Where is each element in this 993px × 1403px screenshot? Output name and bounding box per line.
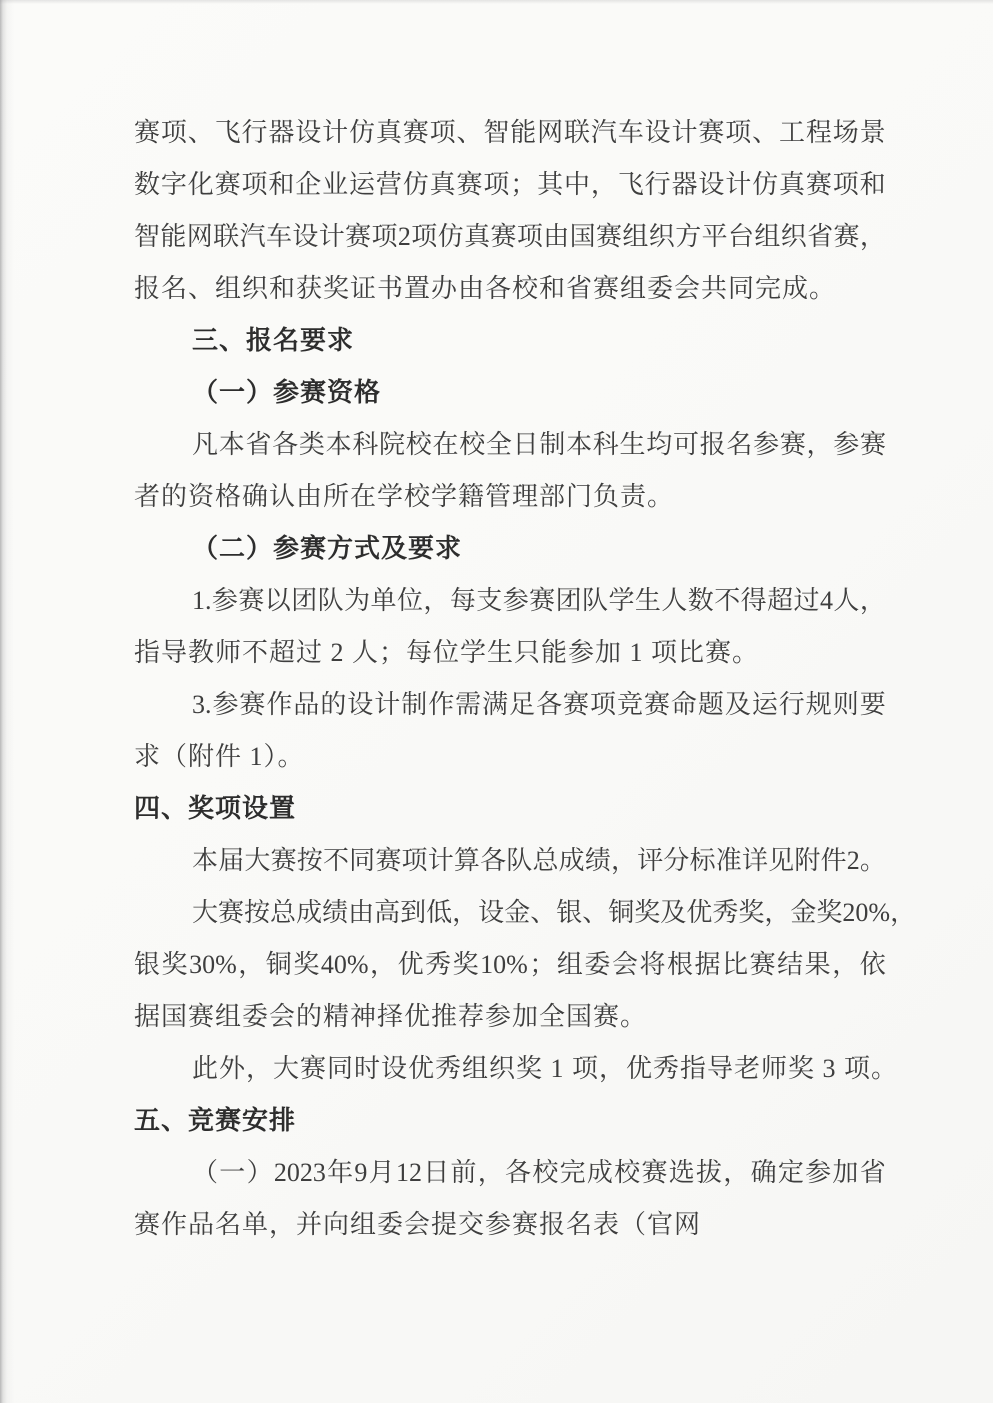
text-token: 赛: [402, 118, 429, 147]
text-token: 位: [396, 586, 423, 615]
heading-line: （一）参赛资格: [192, 378, 382, 407]
text-token: 果: [804, 950, 831, 979]
text-line: [134, 679, 886, 731]
text-token: 银: [556, 898, 583, 927]
text-token: 按: [244, 898, 271, 927]
text-token: 科: [352, 430, 379, 459]
text-line: 报名、组织和获奖证书置办由各校和省赛组委会共同完成。: [134, 274, 837, 303]
text-token: 真: [464, 222, 491, 251]
text-token: 标: [689, 846, 716, 875]
text-token: 需: [455, 690, 482, 719]
text-token: 方: [675, 222, 702, 251]
text-token: 绩: [584, 846, 611, 875]
text-token: 赛: [643, 690, 670, 719]
text-token: 准: [715, 846, 742, 875]
text-token: 及: [660, 898, 687, 927]
text-token: （: [192, 1158, 219, 1187]
text-token: 行: [778, 690, 805, 719]
text-token: 奖: [816, 898, 843, 927]
text-token: 赛: [805, 170, 832, 199]
text-token: 见: [768, 846, 795, 875]
text-token: 项: [241, 170, 268, 199]
text-token: 计: [374, 690, 401, 719]
text-token: 院: [379, 430, 406, 459]
text-token: 和: [268, 170, 295, 199]
text-token: 类: [298, 430, 325, 459]
text-token: 超: [767, 586, 794, 615]
text-token: 各: [480, 846, 507, 875]
text-token: 、: [582, 898, 609, 927]
text-token: 平: [701, 222, 728, 251]
text-token: 月: [368, 1158, 395, 1187]
text-token: 校: [614, 1158, 641, 1187]
text-token: 3.: [192, 690, 212, 719]
text-token: 织: [780, 222, 807, 251]
text-token: 行: [644, 170, 671, 199]
text-token: 设: [292, 222, 319, 251]
text-token: 均: [646, 430, 673, 459]
text-line: [134, 939, 886, 991]
text-token: 赛: [596, 222, 623, 251]
text-token: 优: [397, 950, 424, 979]
text-token: 计: [725, 170, 752, 199]
text-token: 仿: [349, 118, 376, 147]
text-token: 校: [459, 430, 486, 459]
text-token: 团: [555, 586, 582, 615]
text-token: 奖: [293, 950, 320, 979]
text-token: 项: [401, 846, 428, 875]
text-line: 指导教师不超过 2 人；每位学生只能参加 1 项比赛。: [134, 638, 760, 667]
text-token: 设: [478, 898, 505, 927]
text-token: 车: [265, 222, 292, 251]
text-token: 台: [727, 222, 754, 251]
text-token: 赛: [859, 430, 886, 459]
text-token: ，: [238, 950, 265, 979]
text-token: 汽: [590, 118, 617, 147]
text-token: 联: [564, 118, 591, 147]
text-token: 车: [617, 118, 644, 147]
text-token: 每: [449, 586, 476, 615]
text-token: 作: [428, 690, 455, 719]
text-token: 参: [502, 586, 529, 615]
text-token: 20%: [842, 898, 891, 927]
text-token: 运: [349, 170, 376, 199]
text-token: 选: [668, 1158, 695, 1187]
text-token: 赛: [270, 846, 297, 875]
text-line: 求（附件 1）。: [134, 742, 305, 771]
text-token: 组: [556, 950, 583, 979]
text-token: 赛: [833, 222, 860, 251]
text-token: 据: [694, 950, 721, 979]
text-token: 计: [427, 846, 454, 875]
text-token: 省: [807, 222, 834, 251]
text-token: 队: [582, 586, 609, 615]
text-token: 仿: [752, 170, 779, 199]
text-token: 字: [160, 170, 187, 199]
text-token: 本: [218, 430, 245, 459]
text-token: 单: [370, 586, 397, 615]
text-token: 队: [506, 846, 533, 875]
text-token: 项: [516, 222, 543, 251]
text-token: 大: [244, 846, 271, 875]
text-token: 低: [426, 898, 453, 927]
text-line: [134, 835, 886, 887]
text-token: 工: [779, 118, 806, 147]
text-token: 12: [395, 1158, 422, 1187]
text-token: 赛: [779, 430, 806, 459]
text-token: 40%: [320, 950, 369, 979]
text-token: 仿: [437, 222, 464, 251]
text-line: [134, 419, 886, 471]
heading-line: 五、竞赛安排: [134, 1106, 297, 1135]
text-token: 命: [670, 690, 697, 719]
text-token: 设: [698, 170, 725, 199]
text-token: 不: [322, 846, 349, 875]
text-token: 器: [268, 118, 295, 147]
text-token: 金: [790, 898, 817, 927]
text-token: 奖: [738, 898, 765, 927]
text-token: 营: [375, 170, 402, 199]
text-token: 成: [296, 898, 323, 927]
text-line: [134, 107, 886, 159]
text-token: ，: [890, 898, 917, 927]
text-token: 铜: [265, 950, 292, 979]
text-token: 项: [590, 690, 617, 719]
text-token: 赛: [641, 1158, 668, 1187]
text-token: 参: [753, 430, 780, 459]
text-line: [134, 159, 886, 211]
text-line: 据国赛组委会的精神择优推荐参加全国赛。: [134, 1002, 648, 1031]
text-token: 国: [569, 222, 596, 251]
text-token: 评: [637, 846, 664, 875]
text-token: 赛: [698, 118, 725, 147]
text-token: 成: [586, 1158, 613, 1187]
text-line: 此外，大赛同时设优秀组织奖 1 项，优秀指导老师奖 3 项。: [192, 1054, 899, 1083]
text-token: 智: [134, 222, 161, 251]
text-token: 2: [397, 222, 411, 251]
text-token: 委: [584, 950, 611, 979]
text-token: 制: [539, 430, 566, 459]
text-token: 行: [241, 118, 268, 147]
text-token: 参: [833, 430, 860, 459]
text-token: 不: [714, 586, 741, 615]
text-token: 器: [671, 170, 698, 199]
text-token: 企: [295, 170, 322, 199]
text-token: 织: [648, 222, 675, 251]
text-token: ，: [806, 430, 833, 459]
text-token: 项: [483, 170, 510, 199]
text-token: 参: [212, 690, 239, 719]
text-token: 将: [639, 950, 666, 979]
text-token: 详: [741, 846, 768, 875]
text-token: 4: [819, 586, 833, 615]
text-token: 由: [543, 222, 570, 251]
text-token: 设: [347, 690, 374, 719]
text-token: 场: [832, 118, 859, 147]
text-token: 到: [400, 898, 427, 927]
text-token: 仿: [402, 170, 429, 199]
text-line: [134, 575, 886, 627]
text-token: 。: [859, 846, 886, 875]
text-token: 得: [740, 586, 767, 615]
text-token: 各: [505, 1158, 532, 1187]
text-token: 制: [401, 690, 428, 719]
text-token: 本: [192, 846, 219, 875]
text-token: 附: [794, 846, 821, 875]
text-token: 真: [375, 118, 402, 147]
text-token: 计: [318, 222, 345, 251]
text-token: 、: [187, 118, 214, 147]
text-token: 规: [805, 690, 832, 719]
text-token: 各: [536, 690, 563, 719]
text-token: 赛: [490, 222, 517, 251]
text-token: 飞: [617, 170, 644, 199]
text-token: 赛: [218, 898, 245, 927]
text-token: 支: [476, 586, 503, 615]
text-token: 9: [354, 1158, 368, 1187]
text-token: 网: [186, 222, 213, 251]
text-token: 、: [530, 898, 557, 927]
text-token: 成: [558, 846, 585, 875]
text-token: 参: [805, 1158, 832, 1187]
text-line: 赛作品名单，并向组委会提交参赛报名表（官网: [134, 1210, 702, 1239]
text-token: 校: [532, 1158, 559, 1187]
text-token: 赛: [529, 586, 556, 615]
text-token: 赛: [239, 690, 266, 719]
text-token: 、: [456, 118, 483, 147]
text-token: 奖: [161, 950, 188, 979]
text-token: 总: [270, 898, 297, 927]
text-token: 、: [752, 118, 779, 147]
text-token: 生: [634, 586, 661, 615]
text-token: ，: [832, 950, 859, 979]
text-token: 为: [344, 586, 371, 615]
text-token: 30%: [189, 950, 237, 979]
text-token: 届: [218, 846, 245, 875]
text-token: 能: [160, 222, 187, 251]
text-token: 要: [859, 690, 886, 719]
text-token: 赛: [134, 118, 161, 147]
text-token: ，: [859, 586, 886, 615]
text-token: 组: [754, 222, 781, 251]
text-token: 依: [859, 950, 886, 979]
text-token: 项: [725, 118, 752, 147]
text-token: 中: [564, 170, 591, 199]
heading-line: 四、奖项设置: [134, 794, 297, 823]
text-token: 其: [537, 170, 564, 199]
text-token: 1.: [192, 586, 212, 615]
text-token: ，: [370, 950, 397, 979]
text-token: 学: [608, 586, 635, 615]
text-token: 数: [134, 170, 161, 199]
text-token: 项: [429, 118, 456, 147]
text-token: 赛: [563, 690, 590, 719]
text-token: 设: [295, 118, 322, 147]
text-token: 确: [750, 1158, 777, 1187]
text-token: 银: [134, 950, 161, 979]
text-token: 真: [429, 170, 456, 199]
heading-line: 三、报名要求: [192, 326, 355, 355]
text-token: 程: [805, 118, 832, 147]
text-token: 参: [211, 586, 238, 615]
text-token: 算: [453, 846, 480, 875]
text-token: 优: [686, 898, 713, 927]
text-token: 同: [349, 846, 376, 875]
text-token: 业: [322, 170, 349, 199]
text-token: 前: [450, 1158, 477, 1187]
text-token: 根: [667, 950, 694, 979]
text-token: 景: [859, 118, 886, 147]
heading-line: （二）参赛方式及要求: [192, 534, 463, 563]
text-token: 绩: [322, 898, 349, 927]
text-token: 加: [832, 1158, 859, 1187]
text-token: 及: [724, 690, 751, 719]
text-line: [134, 887, 917, 939]
text-token: 总: [532, 846, 559, 875]
text-token: 和: [859, 170, 886, 199]
text-token: 比: [722, 950, 749, 979]
text-token: 项: [160, 118, 187, 147]
text-token: 2023: [273, 1158, 326, 1187]
text-token: ，: [611, 846, 638, 875]
text-token: ，: [452, 898, 479, 927]
text-token: 省: [859, 1158, 886, 1187]
text-token: ，: [764, 898, 791, 927]
text-token: 大: [192, 898, 219, 927]
text-token: 2: [846, 846, 860, 875]
text-token: 完: [559, 1158, 586, 1187]
text-token: 各: [272, 430, 299, 459]
text-token: 校: [405, 430, 432, 459]
text-token: 数: [687, 586, 714, 615]
text-token: 科: [592, 430, 619, 459]
document-text-block: [134, 107, 917, 1251]
text-line: [134, 1147, 886, 1199]
text-token: 日: [512, 430, 539, 459]
text-token: 定: [777, 1158, 804, 1187]
text-token: 项: [371, 222, 398, 251]
text-token: 的: [320, 690, 347, 719]
text-token: 由: [348, 898, 375, 927]
text-token: 队: [317, 586, 344, 615]
text-token: 智: [483, 118, 510, 147]
text-token: 组: [622, 222, 649, 251]
text-token: 秀: [425, 950, 452, 979]
text-token: 名: [726, 430, 753, 459]
text-token: 计: [322, 118, 349, 147]
text-token: 赛: [456, 170, 483, 199]
text-token: 题: [697, 690, 724, 719]
text-token: 人: [661, 586, 688, 615]
text-token: 运: [751, 690, 778, 719]
text-token: 赛: [238, 586, 265, 615]
text-token: ，: [477, 1158, 504, 1187]
text-token: 汽: [239, 222, 266, 251]
text-token: 全: [485, 430, 512, 459]
text-token: 日: [423, 1158, 450, 1187]
text-token: 项: [411, 222, 438, 251]
text-token: 联: [213, 222, 240, 251]
text-token: 项: [832, 170, 859, 199]
paper-top-edge-shadow: [0, 0, 993, 4]
text-token: 则: [832, 690, 859, 719]
text-token: 真: [779, 170, 806, 199]
text-token: 件: [820, 846, 847, 875]
text-token: 本: [325, 430, 352, 459]
text-token: 凡: [192, 430, 219, 459]
text-token: 过: [793, 586, 820, 615]
text-token: 结: [777, 950, 804, 979]
text-token: ，: [590, 170, 617, 199]
text-token: 奖: [634, 898, 661, 927]
text-token: 品: [293, 690, 320, 719]
text-token: 飞: [214, 118, 241, 147]
text-token: 会: [611, 950, 638, 979]
text-token: 在: [432, 430, 459, 459]
text-token: ，: [859, 222, 886, 251]
paper-left-edge-shadow: [0, 0, 14, 1403]
text-token: 可: [672, 430, 699, 459]
text-token: 赛: [375, 846, 402, 875]
text-token: 满: [482, 690, 509, 719]
text-token: 团: [291, 586, 318, 615]
text-token: 赛: [345, 222, 372, 251]
text-token: 年: [327, 1158, 354, 1187]
text-token: 作: [266, 690, 293, 719]
text-token: 赛: [214, 170, 241, 199]
text-line: 者的资格确认由所在学校学籍管理部门负责。: [134, 482, 675, 511]
text-token: 按: [296, 846, 323, 875]
text-token: ；: [510, 170, 537, 199]
text-token: 生: [619, 430, 646, 459]
text-token: 赛: [749, 950, 776, 979]
text-token: 足: [509, 690, 536, 719]
text-token: 报: [699, 430, 726, 459]
text-token: 铜: [608, 898, 635, 927]
text-token: 高: [374, 898, 401, 927]
text-token: 省: [245, 430, 272, 459]
text-token: 计: [671, 118, 698, 147]
text-token: ；: [529, 950, 556, 979]
text-token: 10%: [480, 950, 528, 979]
text-token: 秀: [712, 898, 739, 927]
text-token: 分: [663, 846, 690, 875]
text-token: 化: [187, 170, 214, 199]
text-token: 能: [510, 118, 537, 147]
text-token: 以: [264, 586, 291, 615]
text-token: 竞: [616, 690, 643, 719]
text-token: 人: [833, 586, 860, 615]
text-token: ，: [423, 586, 450, 615]
text-token: 本: [566, 430, 593, 459]
text-token: 网: [537, 118, 564, 147]
text-token: 金: [504, 898, 531, 927]
text-token: 拔: [696, 1158, 723, 1187]
text-token: ，: [723, 1158, 750, 1187]
text-line: [134, 211, 886, 263]
text-token: 设: [644, 118, 671, 147]
text-token: 奖: [452, 950, 479, 979]
text-token: ）: [246, 1158, 273, 1187]
text-token: 一: [219, 1158, 246, 1187]
